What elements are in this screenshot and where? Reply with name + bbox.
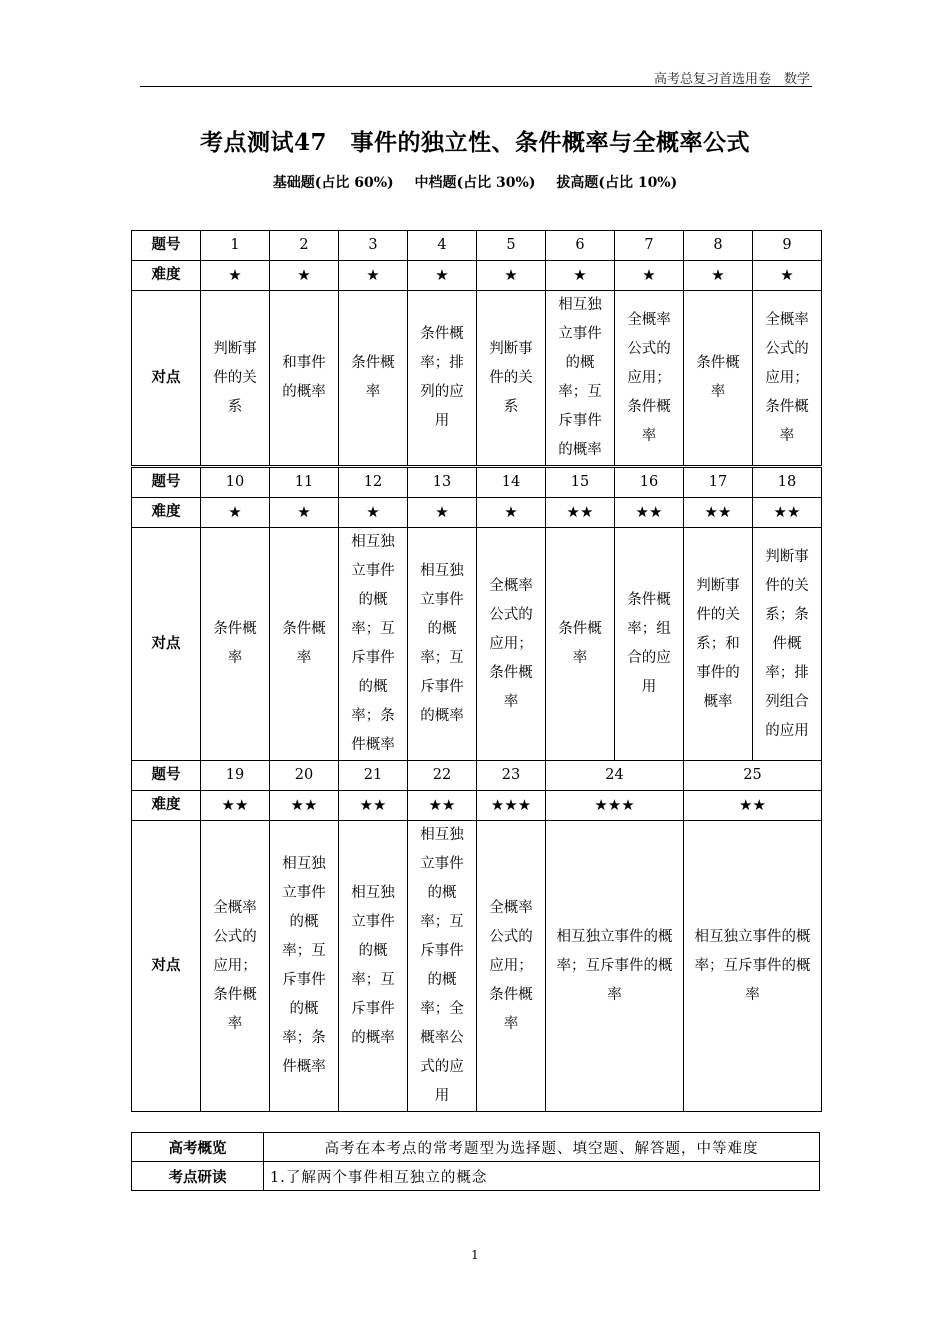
row-label: 题号 — [132, 231, 201, 261]
difficulty-stars: ★★ — [684, 791, 822, 821]
topic-cell: 判断事件的关系；和事件的概率 — [684, 528, 753, 761]
difficulty-stars: ★★ — [270, 791, 339, 821]
running-header: 高考总复习首选用卷 数学 — [653, 72, 810, 87]
question-number: 12 — [339, 467, 408, 498]
question-number: 14 — [477, 467, 546, 498]
difficulty-stars: ★★ — [753, 498, 822, 528]
question-number: 11 — [270, 467, 339, 498]
study-label: 考点研读 — [132, 1162, 264, 1191]
difficulty-stars: ★★ — [684, 498, 753, 528]
topic-cell: 条件概率 — [546, 528, 615, 761]
question-number: 9 — [753, 231, 822, 261]
row-label: 难度 — [132, 261, 201, 291]
topic-cell: 相互独立事件的概率；互斥事件的概率；条件概率 — [339, 528, 408, 761]
topic-cell: 条件概率 — [339, 291, 408, 467]
table-row — [132, 261, 822, 291]
difficulty-stars: ★★ — [339, 791, 408, 821]
table-row — [132, 528, 822, 761]
question-number: 22 — [408, 761, 477, 791]
question-number: 5 — [477, 231, 546, 261]
row-label: 对点 — [132, 821, 201, 1112]
topic-cell: 判断事件的关系；条件概率；排列组合的应用 — [753, 528, 822, 761]
topic-cell: 全概率公式的应用；条件概率 — [615, 291, 684, 467]
topic-cell: 和事件的概率 — [270, 291, 339, 467]
topic-cell: 判断事件的关系 — [477, 291, 546, 467]
topic-cell: 条件概率 — [684, 291, 753, 467]
question-number: 17 — [684, 467, 753, 498]
row-label: 题号 — [132, 761, 201, 791]
difficulty-stars: ★ — [477, 498, 546, 528]
question-table — [131, 230, 822, 1112]
question-number: 4 — [408, 231, 477, 261]
difficulty-stars: ★ — [753, 261, 822, 291]
table-row — [132, 1133, 820, 1162]
topic-cell: 全概率公式的应用；条件概率 — [753, 291, 822, 467]
question-number: 10 — [201, 467, 270, 498]
topic-cell: 相互独立事件的概率；互斥事件的概率；全概率公式的应用 — [408, 821, 477, 1112]
question-number: 21 — [339, 761, 408, 791]
topic-cell: 条件概率 — [270, 528, 339, 761]
study-value: 1.了解两个事件相互独立的概念 — [264, 1162, 820, 1191]
table-row — [132, 1162, 820, 1191]
row-label: 对点 — [132, 291, 201, 467]
question-number: 25 — [684, 761, 822, 791]
difficulty-stars: ★ — [270, 498, 339, 528]
topic-cell: 相互独立事件的概率；互斥事件的概率 — [408, 528, 477, 761]
question-number: 16 — [615, 467, 684, 498]
difficulty-stars: ★★★ — [546, 791, 684, 821]
difficulty-stars: ★ — [201, 261, 270, 291]
difficulty-stars: ★★ — [201, 791, 270, 821]
difficulty-stars: ★ — [684, 261, 753, 291]
question-number: 6 — [546, 231, 615, 261]
row-label: 难度 — [132, 791, 201, 821]
table-row — [132, 821, 822, 1112]
topic-cell: 相互独立事件的概率；互斥事件的概率 — [339, 821, 408, 1112]
medium-ratio: 中档题(占比 30%) — [414, 175, 536, 191]
question-number: 15 — [546, 467, 615, 498]
topic-cell: 条件概率；排列的应用 — [408, 291, 477, 467]
difficulty-stars: ★ — [339, 498, 408, 528]
page-number: 1 — [471, 1248, 479, 1262]
question-number: 8 — [684, 231, 753, 261]
header-rule — [140, 86, 812, 87]
difficulty-stars: ★ — [615, 261, 684, 291]
question-number: 19 — [201, 761, 270, 791]
topic-cell: 判断事件的关系 — [201, 291, 270, 467]
question-number: 3 — [339, 231, 408, 261]
difficulty-stars: ★ — [546, 261, 615, 291]
row-label: 题号 — [132, 467, 201, 498]
difficulty-stars: ★ — [270, 261, 339, 291]
topic-cell: 全概率公式的应用；条件概率 — [477, 528, 546, 761]
table-row — [132, 761, 822, 791]
question-number: 20 — [270, 761, 339, 791]
table-row — [132, 467, 822, 498]
overview-label: 高考概览 — [132, 1133, 264, 1162]
question-number: 1 — [201, 231, 270, 261]
question-number: 13 — [408, 467, 477, 498]
difficulty-stars: ★ — [339, 261, 408, 291]
exam-info-table — [131, 1132, 820, 1191]
question-number: 23 — [477, 761, 546, 791]
question-number: 2 — [270, 231, 339, 261]
topic-cell: 全概率公式的应用；条件概率 — [477, 821, 546, 1112]
difficulty-stars: ★ — [201, 498, 270, 528]
topic-cell: 条件概率 — [201, 528, 270, 761]
difficulty-stars: ★ — [408, 261, 477, 291]
question-number: 24 — [546, 761, 684, 791]
row-label: 对点 — [132, 528, 201, 761]
topic-cell: 相互独立事件的概率；互斥事件的概率 — [684, 821, 822, 1112]
table-row — [132, 291, 822, 467]
difficulty-stars: ★ — [408, 498, 477, 528]
difficulty-ratio-line — [0, 172, 950, 192]
table-row — [132, 231, 822, 261]
topic-cell: 相互独立事件的概率；互斥事件的概率 — [546, 291, 615, 467]
question-number: 18 — [753, 467, 822, 498]
page-title: 考点测试47 事件的独立性、条件概率与全概率公式 — [199, 129, 750, 156]
question-number: 7 — [615, 231, 684, 261]
row-label: 难度 — [132, 498, 201, 528]
hard-ratio: 拔高题(占比 10%) — [556, 175, 678, 191]
topic-cell: 条件概率；组合的应用 — [615, 528, 684, 761]
basic-ratio: 基础题(占比 60%) — [272, 175, 394, 191]
difficulty-stars: ★★ — [615, 498, 684, 528]
topic-cell: 相互独立事件的概率；互斥事件的概率 — [546, 821, 684, 1112]
table-row — [132, 498, 822, 528]
table-row — [132, 791, 822, 821]
overview-value: 高考在本考点的常考题型为选择题、填空题、解答题，中等难度 — [264, 1133, 820, 1162]
difficulty-stars: ★★ — [408, 791, 477, 821]
difficulty-stars: ★★★ — [477, 791, 546, 821]
topic-cell: 全概率公式的应用；条件概率 — [201, 821, 270, 1112]
difficulty-stars: ★ — [477, 261, 546, 291]
topic-cell: 相互独立事件的概率；互斥事件的概率；条件概率 — [270, 821, 339, 1112]
difficulty-stars: ★★ — [546, 498, 615, 528]
